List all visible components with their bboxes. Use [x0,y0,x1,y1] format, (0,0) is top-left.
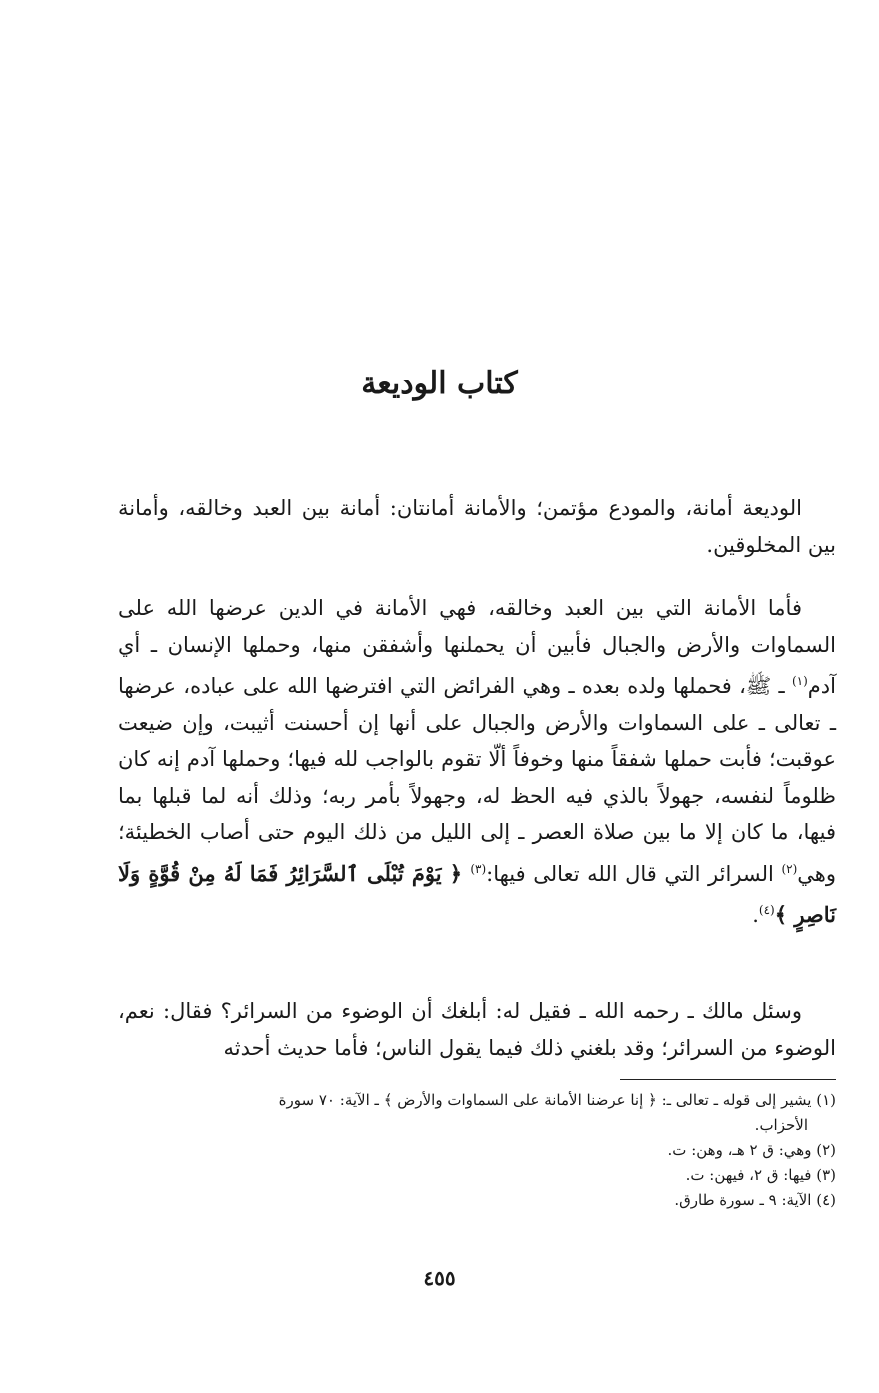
paragraph-3 [118,993,836,1066]
paragraph-3-text: وسئل مالك ـ رحمه الله ـ فقيل له: أبلغك أن الوضوء من السرائر؟ فقال: نعم، الوضوء من السرائر؛ وقد بلغني ذلك فيما يقول الناس؛ فأما حديث أحدثه [118,999,836,1060]
footnote-2: (٢) وهي: ق ٢ هـ، وهن: ت. [667,1141,836,1159]
footnote-1-continued: الأحزاب. [754,1116,808,1134]
paragraph-2-middle: ـ ﷺ، فحملها ولده بعده ـ وهي الفرائض التي افترضها الله على عباده، عرضها ـ تعالى ـ على السماوات والأرض والجبال على أنها إن أحسنت أثيبت، وإن ضيعت عوقبت؛ فأبت حملها شفقاً منها وخوفاً ألّا تقوم بالواجب لله فيها؛ وحملها آدم إنه كان ظلوماً لنفسه، جهولاً بالذي فيه الحظ له، وجهولاً بأمر ربه؛ وذلك أنه لما قبلها بما فيها، ما كان إلا ما بين صلاة العصر ـ إلى الليل من ذلك اليوم حتى أصاب الخطيئة؛ وهي [118,674,837,886]
paragraph-2-start: فأما الأمانة التي بين العبد وخالقه، فهي الأمانة في الدين عرضها الله على السماوات والأرض والجبال فأبين أن يحملنها وأشفقن منها، وحملها الإنسان ـ أي آدم [118,596,836,698]
paragraph-2 [118,590,836,934]
footnote-ref-1: (١) [791,674,808,688]
paragraph-2-text [118,590,836,934]
footnote-3: (٣) فيها: ق ٢، فيهن: ت. [685,1166,836,1184]
paragraph-1-text: الوديعة أمانة، والمودع مؤتمن؛ والأمانة أمانتان: أمانة بين العبد وخالقه، وأمانة بين المخلوقين. [118,496,836,557]
footnote-ref-2: (٢) [781,861,798,876]
footnote-4: (٤) الآية: ٩ ـ سورة طارق. [674,1191,836,1209]
footnote-divider [620,1079,836,1080]
footnote-1: (١) يشير إلى قوله ـ تعالى ـ: ﴿ إنا عرضنا الأمانة على السماوات والأرض ﴾ ـ الآية: ٧٠ سورة [278,1091,836,1109]
footnote-ref-4: (٤) [758,903,775,917]
footnotes [110,1088,836,1213]
paragraph-2-continuation: السرائر التي قال الله تعالى فيها: [486,861,782,886]
footnote-ref-3: (٣) [470,861,487,876]
paragraph-1 [118,490,836,563]
chapter-title: كتاب الوديعة [361,366,518,401]
quran-verse: ﴿ يَوْمَ تُبْلَى ٱلسَّرَائِرُ فَمَا لَهُ مِنْ قُوَّةٍ وَلَا نَاصِرٍ ﴾ [118,860,836,927]
paragraph-2-end: . [752,903,759,927]
page-number: ٤٥٥ [423,1266,456,1290]
